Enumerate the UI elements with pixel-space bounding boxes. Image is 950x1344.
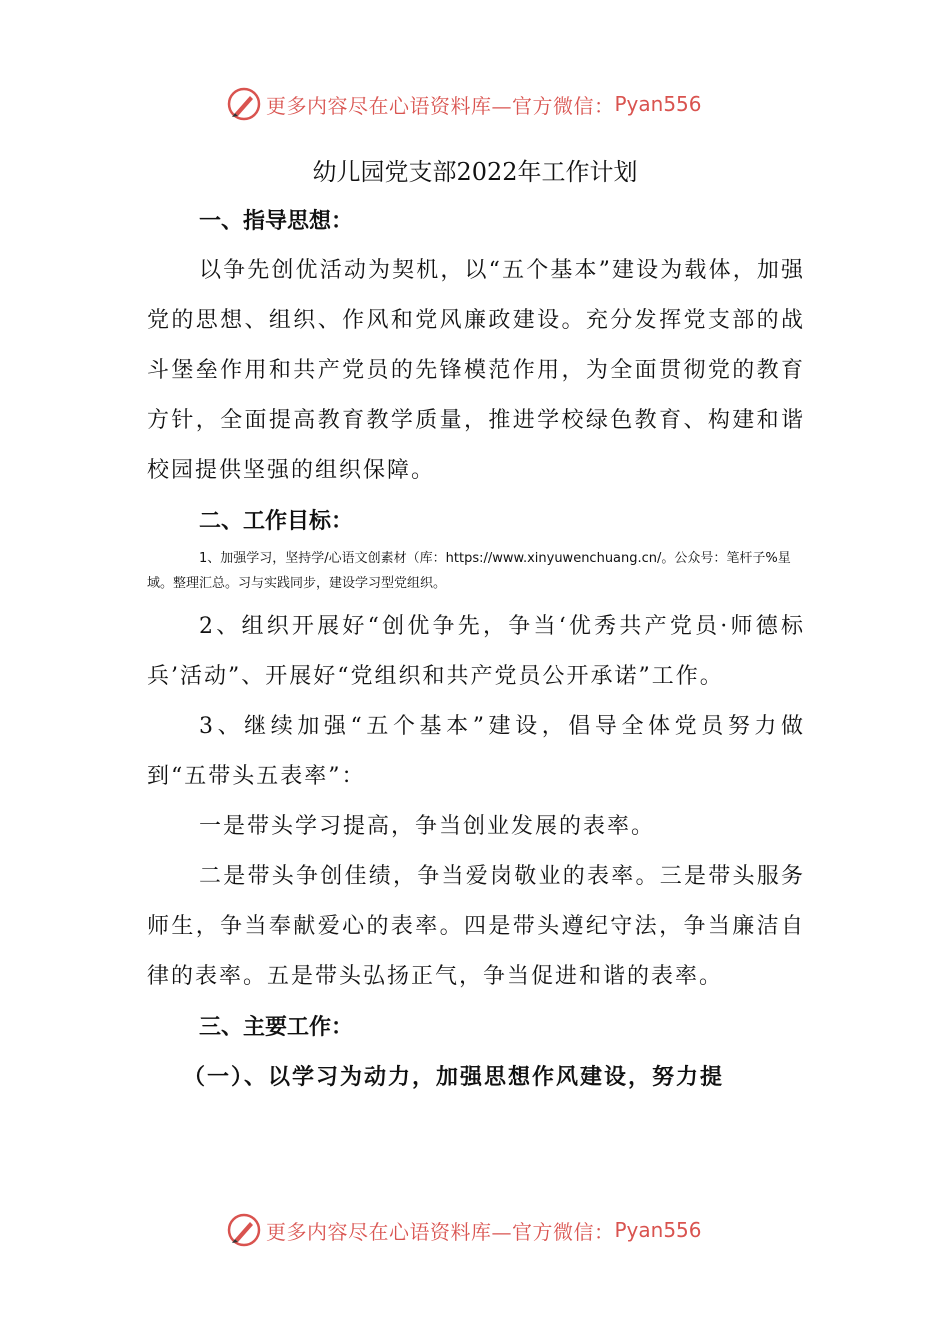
banner-account: Pyan556 <box>614 1218 702 1242</box>
goal-item-2: 2、组织开展好“创优争先，争当‘优秀共产党员·师德标兵’活动”、开展好“党组织和共产党员公开承诺”工作。 <box>147 614 805 689</box>
subsection-heading-1: （一）、以学习为动力，加强思想作风建设，努力提 <box>183 1064 725 1090</box>
footer-banner <box>226 1210 702 1250</box>
section-heading-work-goals: 二、工作目标： <box>199 508 354 534</box>
banner-text: 更多内容尽在心语资料库—官方微信： <box>266 1219 615 1244</box>
header-banner <box>226 84 702 124</box>
goal-item-1: 1、加强学习，坚持学/心语文创素材（库：https://www.xinyuwenchuang.cn/。公众号：笔杆子%星域。整理汇总。习与实践同步，建设学习型党组织。 <box>147 551 791 591</box>
document-body <box>147 196 805 1102</box>
pen-logo-icon <box>226 86 262 122</box>
banner-account: Pyan556 <box>614 92 702 116</box>
pen-logo-icon <box>226 1212 262 1248</box>
paragraph-guiding-ideology: 以争先创优活动为契机，以“五个基本”建设为载体，加强党的思想、组织、作风和党风廉政建设。充分发挥党支部的战斗堡垒作用和共产党员的先锋模范作用，为全面贯彻党的教育方针，全面提高教育教学质量，推进学校绿色教育、构建和谐校园提供坚强的组织保障。 <box>147 258 805 483</box>
goal-item-4: 一是带头学习提高，争当创业发展的表率。 <box>199 814 656 839</box>
banner-text: 更多内容尽在心语资料库—官方微信： <box>266 93 615 118</box>
goal-item-3: 3、继续加强“五个基本”建设，倡导全体党员努力做到“五带头五表率”： <box>147 714 805 789</box>
section-heading-guiding-ideology: 一、指导思想： <box>199 208 354 234</box>
document-title: 幼儿园党支部2022年工作计划 <box>312 158 638 186</box>
goal-item-5: 二是带头争创佳绩，争当爱岗敬业的表率。三是带头服务师生，争当奉献爱心的表率。四是带头遵纪守法，争当廉洁自律的表率。五是带头弘扬正气，争当促进和谐的表率。 <box>147 864 805 989</box>
section-heading-main-work: 三、主要工作： <box>199 1014 354 1040</box>
